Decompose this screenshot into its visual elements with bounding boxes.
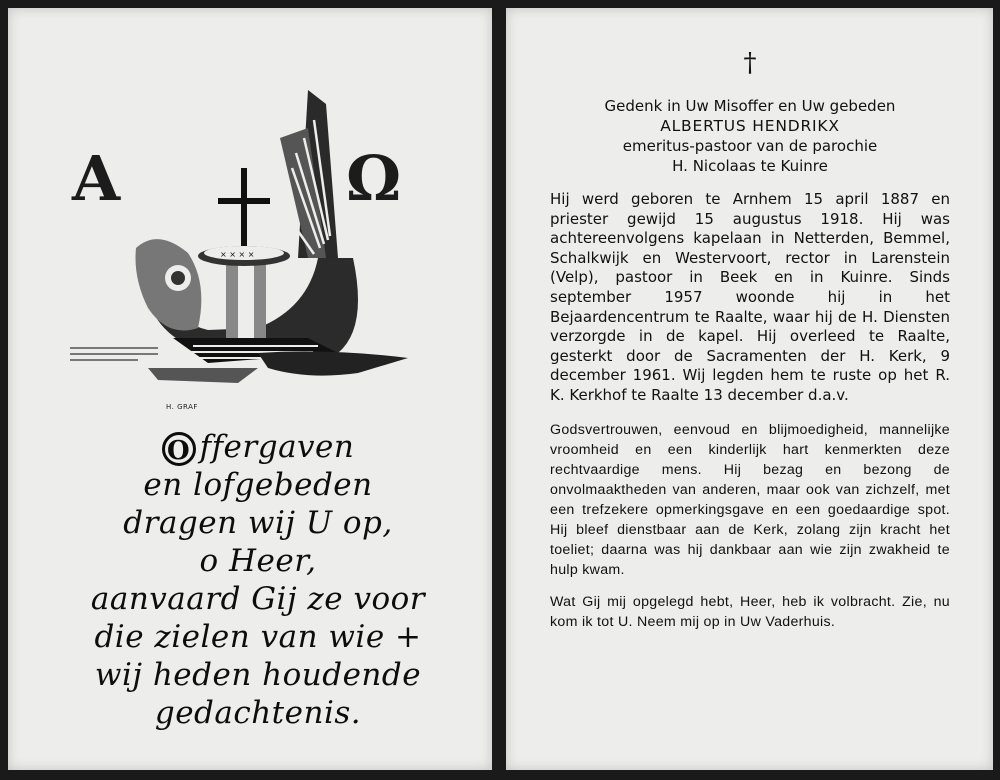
omega-symbol: Ω xyxy=(346,142,402,215)
closing-paragraph: Wat Gij mij opgelegd hebt, Heer, heb ik volbracht. Zie, nu kom ik tot U. Neem mij op in Uw Vaderhuis. xyxy=(550,593,950,630)
memorial-text xyxy=(550,48,950,632)
title-line: H. Nicolaas te Kuinre xyxy=(672,157,828,175)
fish-chalice-illustration xyxy=(8,8,492,428)
deceased-name: ALBERTUS HENDRIKX xyxy=(660,117,840,135)
prayer-line: en lofgebeden xyxy=(143,467,373,503)
left-card xyxy=(8,8,492,770)
prayer-line: aanvaard Gij ze voor xyxy=(90,581,426,617)
right-card xyxy=(506,8,993,770)
prayer-line: dragen wij U op, xyxy=(123,505,393,541)
heading: Gedenk in Uw Misoffer en Uw gebeden xyxy=(604,97,896,115)
prayer-line: gedachtenis. xyxy=(154,695,362,731)
artist-signature: H. GRAF xyxy=(166,403,198,411)
prayer-line: o Heer, xyxy=(199,543,317,579)
prayer-line: wij heden houdende xyxy=(94,657,422,693)
prayer-initial: O xyxy=(162,432,196,466)
artwork xyxy=(8,8,492,428)
prayer-line: die zielen van wie + xyxy=(94,619,422,655)
svg-text:× × × ×: × × × × xyxy=(220,250,255,259)
prayer xyxy=(48,428,468,732)
prayer-first-line: O ffergaven xyxy=(48,428,468,466)
character-paragraph: Godsvertrouwen, eenvoud en blijmoedigheid, mannelijke vroomheid en een kinderlijk hart kenmerkten deze rechtvaardige mens. Hij bezag en bezong de onvolmaaktheden van anderen, maar ook van zichzelf, met een trefzekere opmerkingsgave en een goedaardige spot. Hij bleef dienstbaar aan de Kerk, zolang zijn kracht het toeliet; daarna was hij dankbaar aan wie zijn zwakheid te hulp kwam. xyxy=(550,421,950,578)
alpha-symbol: A xyxy=(72,142,121,215)
wing-shape xyxy=(280,90,338,258)
title-line: emeritus-pastoor van de parochie xyxy=(622,137,878,155)
cross-icon: † xyxy=(743,48,757,78)
biography-paragraph: Hij werd geboren te Arnhem 15 april 1887 en priester gewijd 15 augustus 1918. Hij was achtereenvolgens kapelaan in Netterden, Bemmel, Schalkwijk en Westervoort, rector in Larenstein (Velp), pastoor in Beek en in Kuinre. Sinds september 1957 woonde hij in het Bejaardencentrum te Raalte, waar hij de H. Diensten verzorgde in de kapel. Hij overleed te Raalte, gesterkt door de Sacramenten der H. Kerk, 9 december 1961. Wij legden hem te ruste op het R. K. Kerkhof te Raalte 13 december d.a.v. xyxy=(550,190,950,404)
